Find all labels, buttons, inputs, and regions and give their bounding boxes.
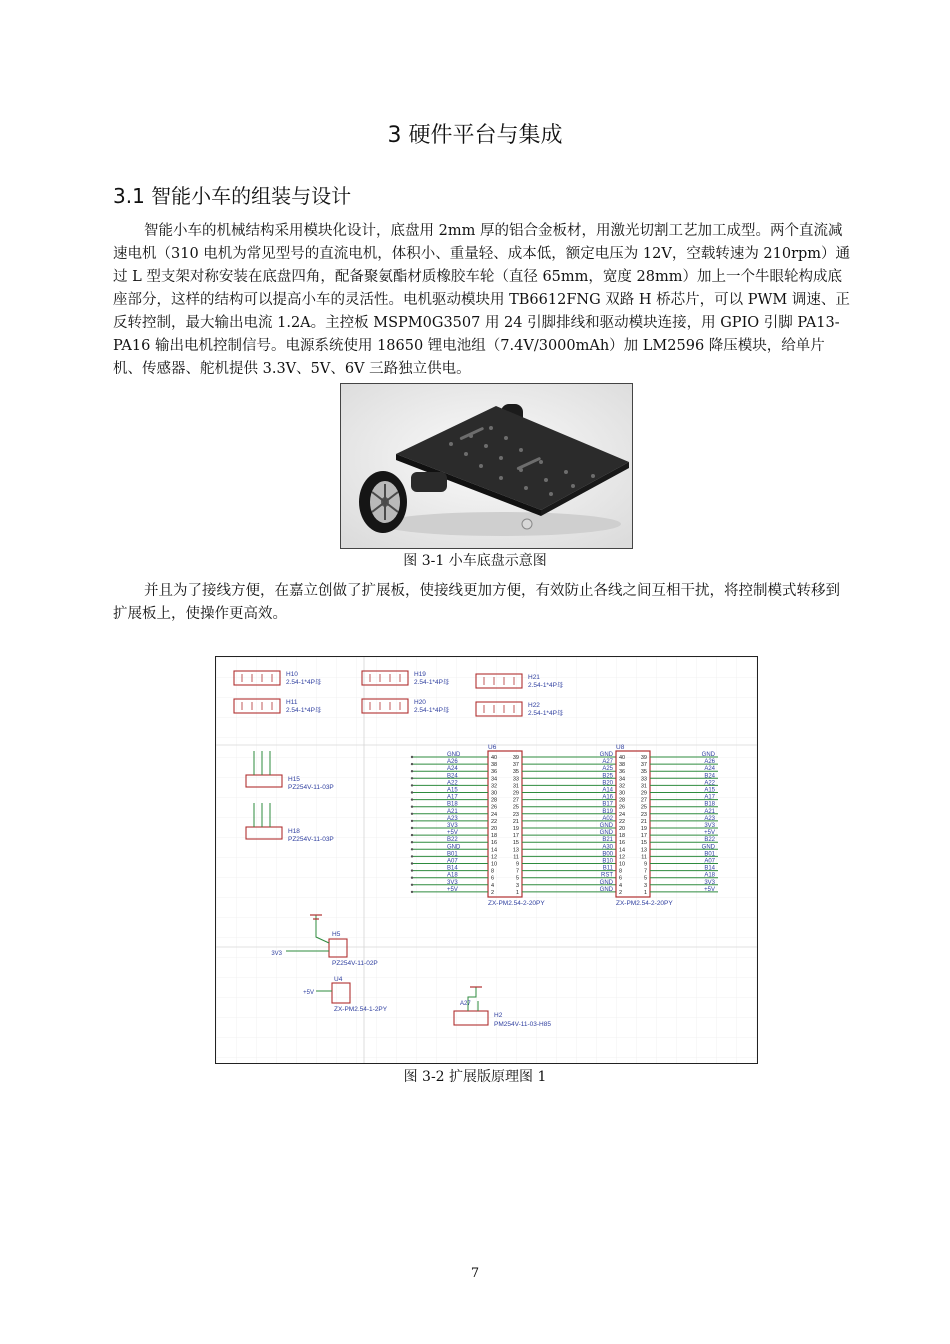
ic-pin-number: 33 bbox=[512, 776, 519, 783]
net-label: B22 bbox=[447, 837, 458, 844]
ic-pin-number: 6 bbox=[491, 875, 495, 882]
wire-end-dot bbox=[411, 841, 413, 843]
ic-pin-number: 35 bbox=[512, 769, 519, 776]
u4-part: ZX-PM2.54-1-2PY bbox=[334, 1006, 388, 1013]
header-part: 2.54-1*4P母 bbox=[414, 679, 450, 686]
ic-pin-number: 31 bbox=[512, 783, 519, 790]
net-label: A14 bbox=[602, 787, 613, 794]
ic-pin-number: 22 bbox=[619, 818, 626, 825]
ic-pin-number: 4 bbox=[491, 882, 495, 889]
ic-pin-number: 35 bbox=[640, 769, 647, 776]
ic-pin-number: 5 bbox=[643, 875, 647, 882]
net-label: B14 bbox=[447, 865, 458, 872]
ic-pin-number: 33 bbox=[640, 776, 647, 783]
ic-pin-number: 9 bbox=[515, 861, 519, 868]
ic-pin-number: 9 bbox=[643, 861, 647, 868]
net-label: +5V bbox=[447, 830, 458, 837]
h2-part: PM254V-11-03-H85 bbox=[494, 1021, 551, 1028]
net-label: B25 bbox=[602, 773, 613, 780]
net-label: GND bbox=[599, 823, 613, 829]
ic-pin-number: 1 bbox=[515, 889, 519, 896]
ic-pin-number: 28 bbox=[491, 797, 498, 804]
ic-pin-number: 31 bbox=[640, 783, 647, 790]
ic-pin-number: 34 bbox=[491, 776, 498, 783]
wire-end-dot bbox=[411, 806, 413, 808]
net-label: B24 bbox=[704, 773, 715, 780]
u4-ref: U4 bbox=[334, 976, 343, 983]
ic-pin-number: 34 bbox=[619, 776, 626, 783]
ic-pin-number: 5 bbox=[515, 875, 519, 882]
net-label: A26 bbox=[447, 759, 458, 766]
connector-part: PZ254V-11-03P bbox=[288, 836, 334, 843]
ic-pin-number: 23 bbox=[640, 811, 647, 818]
net-label: 3V3 bbox=[704, 823, 715, 829]
ic-pin-number: 7 bbox=[515, 868, 519, 875]
ic-pin-number: 26 bbox=[619, 804, 626, 811]
net-label: A16 bbox=[602, 794, 613, 801]
net-label: 3V3 bbox=[447, 823, 458, 829]
net-label: +5V bbox=[447, 886, 458, 893]
ic-pin-number: 25 bbox=[512, 804, 519, 811]
ic-pin-number: 6 bbox=[619, 875, 623, 882]
ic-pin-number: 4 bbox=[619, 882, 623, 889]
section-heading: 3.1 智能小车的组装与设计 bbox=[113, 184, 352, 208]
wire-end-dot bbox=[411, 763, 413, 765]
net-label: A17 bbox=[447, 794, 458, 801]
ic-pin-number: 26 bbox=[491, 804, 498, 811]
ic-pin-number: 39 bbox=[640, 755, 647, 761]
ic-pin-number: 37 bbox=[512, 762, 519, 769]
net-label: B20 bbox=[602, 780, 613, 787]
ic-pin-number: 11 bbox=[641, 854, 647, 861]
net-label: A21 bbox=[704, 808, 715, 815]
ic-pin-number: 39 bbox=[512, 755, 519, 761]
net-label: A17 bbox=[704, 794, 715, 801]
ic-pin-number: 10 bbox=[619, 861, 626, 868]
net-label: A24 bbox=[447, 766, 458, 773]
net-label: GND bbox=[701, 752, 715, 758]
ic-pin-number: 19 bbox=[512, 826, 519, 832]
ic-pin-number: 20 bbox=[619, 826, 626, 832]
header-ref: H19 bbox=[414, 671, 426, 678]
net-label: B01 bbox=[447, 851, 458, 858]
h5-part: PZ254V-11-02P bbox=[332, 960, 378, 967]
header-part: 2.54-1*4P母 bbox=[286, 679, 322, 686]
net-label: GND bbox=[599, 879, 613, 886]
wire-end-dot bbox=[411, 834, 413, 836]
ic-pin-number: 32 bbox=[491, 783, 498, 790]
net-label: A22 bbox=[704, 780, 715, 787]
ic-pin-number: 30 bbox=[619, 790, 626, 797]
ic-pin-number: 24 bbox=[491, 811, 498, 818]
ic-pin-number: 16 bbox=[619, 840, 626, 847]
ic-pin-number: 27 bbox=[512, 797, 519, 804]
net-label: A30 bbox=[602, 844, 613, 851]
net-label: B22 bbox=[704, 837, 715, 844]
header-part: 2.54-1*4P母 bbox=[286, 707, 322, 714]
net-label: B18 bbox=[447, 801, 458, 808]
net-label: B00 bbox=[602, 851, 613, 858]
wire-end-dot bbox=[411, 784, 413, 786]
ic-pin-number: 12 bbox=[619, 854, 626, 861]
ic-pin-number: 18 bbox=[619, 833, 626, 840]
schematic-figure bbox=[215, 656, 758, 1064]
header-part: 2.54-1*4P母 bbox=[414, 707, 450, 714]
ic-pin-number: 8 bbox=[491, 868, 495, 875]
figure-3-1-caption: 图 3-1 小车底盘示意图 bbox=[403, 553, 547, 569]
wire-end-dot bbox=[411, 791, 413, 793]
ic-pin-number: 11 bbox=[513, 854, 519, 861]
header-ref: H20 bbox=[414, 699, 426, 706]
wire-end-dot bbox=[411, 855, 413, 857]
wire-end-dot bbox=[411, 756, 413, 758]
net-label: A15 bbox=[704, 787, 715, 794]
ic-pin-number: 30 bbox=[491, 790, 498, 797]
net-label: RST bbox=[601, 872, 613, 879]
ic-pin-number: 10 bbox=[491, 861, 498, 868]
chassis-photo bbox=[340, 383, 633, 549]
ic-pin-number: 36 bbox=[619, 769, 626, 776]
ic-pin-number: 17 bbox=[640, 833, 647, 840]
ic-pin-number: 20 bbox=[491, 826, 498, 832]
ic-pin-number: 25 bbox=[640, 804, 647, 811]
ic-pin-number: 38 bbox=[619, 762, 626, 769]
wire-end-dot bbox=[411, 820, 413, 822]
h2-net-label: A27 bbox=[460, 1001, 471, 1007]
ic-pin-number: 24 bbox=[619, 811, 626, 818]
ic-pin-number: 12 bbox=[491, 854, 498, 861]
ic-pin-number: 16 bbox=[491, 840, 498, 847]
net-label: B21 bbox=[602, 837, 613, 844]
net-label: 3V3 bbox=[704, 879, 715, 886]
body-paragraph-1: 智能小车的机械结构采用模块化设计，底盘用 2mm 厚的铝合金板材，用激光切割工艺加工成型。两个直流减速电机（310 电机为常见型号的直流电机，体积小、重量轻、成本低，额定电压为 12V，空载转速为 210rpm）通过 L 型支架对称安装在底盘四角，配备聚氨酯材质橡胶车轮（直径 65mm，宽度 28mm）加上一个牛眼轮构成底座部分，这样的结构可以提高小车的灵活性。电机驱动模块用 TB6612FNG 双路 H 桥芯片，可以 PWM 调速、正反转控制，最大输出电流 1.2A。主控板 MSPM0G3507 用 24 引脚排线和驱动模块连接，用 GPIO 引脚 PA13-PA16 输出电机控制信号。电源系统使用 18650 锂电池组（7.4V/3000mAh）加 LM2596 降压模块，给单片机、传感器、舵机提供 3.3V、5V、6V 三路独立供电。 bbox=[113, 223, 851, 377]
ic-pin-number: 23 bbox=[512, 811, 519, 818]
net-label: A18 bbox=[704, 872, 715, 879]
ic-pin-number: 38 bbox=[491, 762, 498, 769]
ic-pin-number: 29 bbox=[512, 790, 519, 797]
page-number: 7 bbox=[470, 1266, 480, 1281]
header-part: 2.54-1*4P母 bbox=[528, 710, 564, 717]
connector-ref: H18 bbox=[288, 828, 300, 835]
net-label: 3V3 bbox=[447, 879, 458, 886]
wire-end-dot bbox=[411, 877, 413, 879]
net-label: B11 bbox=[602, 865, 613, 872]
front-wheel bbox=[359, 471, 407, 533]
net-label: A22 bbox=[447, 780, 458, 787]
chassis-illustration bbox=[341, 384, 632, 548]
ic-pin-number: 40 bbox=[619, 755, 626, 761]
net-label: A26 bbox=[704, 759, 715, 766]
ic-pin-number: 22 bbox=[491, 818, 498, 825]
body-paragraph-2: 并且为了接线方便，在嘉立创做了扩展板，使接线更加方便，有效防止各线之间互相干扰，将控制模式转移到扩展板上，使操作更高效。 bbox=[113, 583, 840, 622]
wire-end-dot bbox=[411, 798, 413, 800]
net-label: GND bbox=[447, 752, 461, 758]
net-label: B01 bbox=[704, 851, 715, 858]
header-ref: H22 bbox=[528, 702, 540, 709]
ic-part: ZX-PM2.54-2-20PY bbox=[616, 900, 673, 907]
net-label: A15 bbox=[447, 787, 458, 794]
ic-pin-number: 14 bbox=[619, 847, 626, 854]
net-label: A07 bbox=[704, 858, 715, 865]
ic-pin-number: 21 bbox=[640, 818, 647, 825]
h5-ref: H5 bbox=[332, 931, 341, 938]
ic-pin-number: 3 bbox=[515, 882, 519, 889]
u4-net-label: +5V bbox=[303, 990, 314, 996]
net-label: GND bbox=[701, 844, 715, 851]
net-label: B10 bbox=[602, 858, 613, 865]
net-label: A23 bbox=[447, 815, 458, 822]
net-label: GND bbox=[599, 752, 613, 758]
net-label: +5V bbox=[704, 830, 715, 837]
wire-end-dot bbox=[411, 862, 413, 864]
net-label: B18 bbox=[704, 801, 715, 808]
net-label: GND bbox=[599, 830, 613, 837]
wire-end-dot bbox=[411, 813, 413, 815]
schematic-drawing bbox=[216, 657, 757, 1063]
net-label: A07 bbox=[447, 858, 458, 865]
ic-pin-number: 32 bbox=[619, 783, 626, 790]
ic-pin-number: 29 bbox=[640, 790, 647, 797]
ic-ref: U6 bbox=[488, 744, 497, 751]
net-label: B24 bbox=[447, 773, 458, 780]
ic-pin-number: 15 bbox=[512, 840, 519, 847]
ic-pin-number: 27 bbox=[640, 797, 647, 804]
ic-pin-number: 19 bbox=[640, 826, 647, 832]
ic-ref: U8 bbox=[616, 744, 625, 751]
ic-pin-number: 3 bbox=[643, 882, 647, 889]
net-label: A25 bbox=[602, 766, 613, 773]
net-label: A18 bbox=[447, 872, 458, 879]
connector-part: PZ254V-11-03P bbox=[288, 784, 334, 791]
figure-3-2-caption: 图 3-2 扩展版原理图 1 bbox=[403, 1069, 547, 1085]
wire-end-dot bbox=[411, 848, 413, 850]
ic-pin-number: 40 bbox=[491, 755, 498, 761]
h2-ref: H2 bbox=[494, 1012, 503, 1019]
net-label: B19 bbox=[602, 808, 613, 815]
h5-net-label: 3V3 bbox=[271, 951, 282, 957]
ic-pin-number: 17 bbox=[512, 833, 519, 840]
connector-ref: H15 bbox=[288, 776, 300, 783]
header-ref: H11 bbox=[286, 699, 298, 706]
header-part: 2.54-1*4P母 bbox=[528, 682, 564, 689]
ic-pin-number: 13 bbox=[512, 847, 519, 854]
ic-pin-number: 37 bbox=[640, 762, 647, 769]
header-ref: H10 bbox=[286, 671, 298, 678]
ic-pin-number: 14 bbox=[491, 847, 498, 854]
net-label: A02 bbox=[602, 815, 613, 822]
ic-pin-number: 7 bbox=[643, 868, 647, 875]
ic-pin-number: 18 bbox=[491, 833, 498, 840]
net-label: A24 bbox=[704, 766, 715, 773]
net-label: GND bbox=[599, 886, 613, 893]
wire-end-dot bbox=[411, 891, 413, 893]
net-label: A27 bbox=[602, 759, 613, 766]
ic-pin-number: 15 bbox=[640, 840, 647, 847]
wire-end-dot bbox=[411, 777, 413, 779]
wire-end-dot bbox=[411, 770, 413, 772]
ic-pin-number: 13 bbox=[640, 847, 647, 854]
wire-end-dot bbox=[411, 827, 413, 829]
header-ref: H21 bbox=[528, 674, 540, 681]
ic-pin-number: 1 bbox=[643, 889, 647, 896]
ic-pin-number: 2 bbox=[491, 889, 495, 896]
chapter-heading: 3 硬件平台与集成 bbox=[387, 123, 563, 148]
ic-pin-number: 36 bbox=[491, 769, 498, 776]
ic-pin-number: 8 bbox=[619, 868, 623, 875]
net-label: B17 bbox=[602, 801, 613, 808]
ic-pin-number: 28 bbox=[619, 797, 626, 804]
net-label: B14 bbox=[704, 865, 715, 872]
net-label: GND bbox=[447, 844, 461, 851]
wire-end-dot bbox=[411, 884, 413, 886]
net-label: A21 bbox=[447, 808, 458, 815]
net-label: +5V bbox=[704, 886, 715, 893]
ic-part: ZX-PM2.54-2-20PY bbox=[488, 900, 545, 907]
ic-pin-number: 21 bbox=[512, 818, 519, 825]
net-label: A23 bbox=[704, 815, 715, 822]
wire-end-dot bbox=[411, 869, 413, 871]
ic-pin-number: 2 bbox=[619, 889, 623, 896]
